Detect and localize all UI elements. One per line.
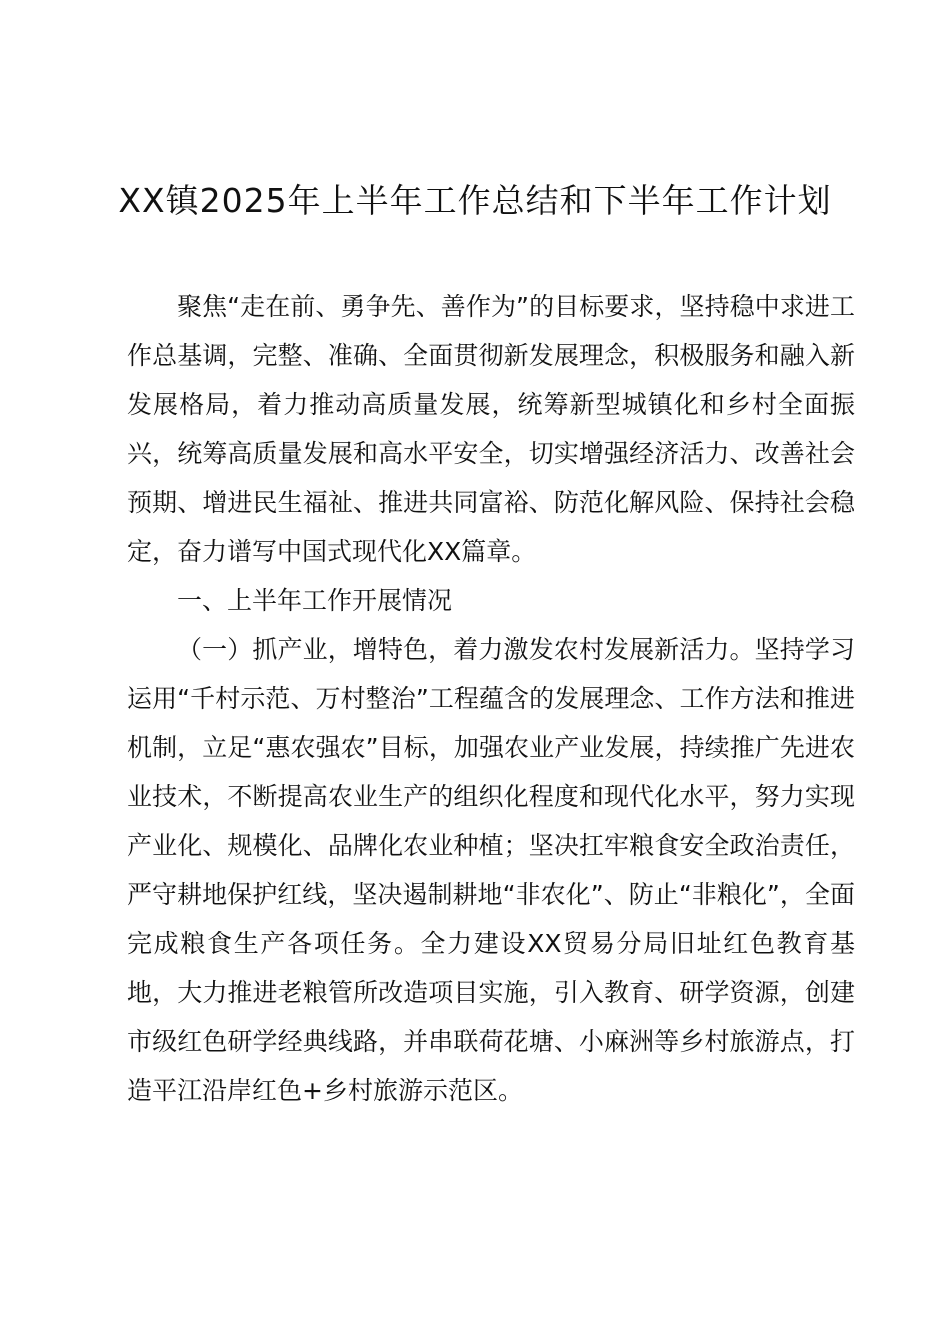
section-heading: 一、上半年工作开展情况: [177, 586, 453, 615]
document-body: [127, 282, 855, 1115]
document-title: XX镇2025年上半年工作总结和下半年工作计划: [118, 181, 832, 220]
subsection-paragraph: （一）抓产业，增特色，着力激发农村发展新活力。坚持学习运用“千村示范、万村整治”工程蕴含的发展理念、工作方法和推进机制，立足“惠农强农”目标，加强农业产业发展，持续推广先进农业技术，不断提高农业生产的组织化程度和现代化水平，努力实现产业化、规模化、品牌化农业种植；坚决扛牢粮食安全政治责任，严守耕地保护红线，坚决遏制耕地“非农化”、防止“非粮化”，全面完成粮食生产各项任务。全力建设XX贸易分局旧址红色教育基地，大力推进老粮管所改造项目实施，引入教育、研学资源，创建市级红色研学经典线路，并串联荷花塘、小麻洲等乡村旅游点，打造平江沿岸红色+乡村旅游示范区。: [127, 635, 855, 1105]
intro-paragraph: 聚焦“走在前、勇争先、善作为”的目标要求，坚持稳中求进工作总基调，完整、准确、全面贯彻新发展理念，积极服务和融入新发展格局，着力推动高质量发展，统筹新型城镇化和乡村全面振兴，统筹高质量发展和高水平安全，切实增强经济活力、改善社会预期、增进民生福祉、推进共同富裕、防范化解风险、保持社会稳定，奋力谱写中国式现代化XX篇章。: [127, 292, 855, 566]
